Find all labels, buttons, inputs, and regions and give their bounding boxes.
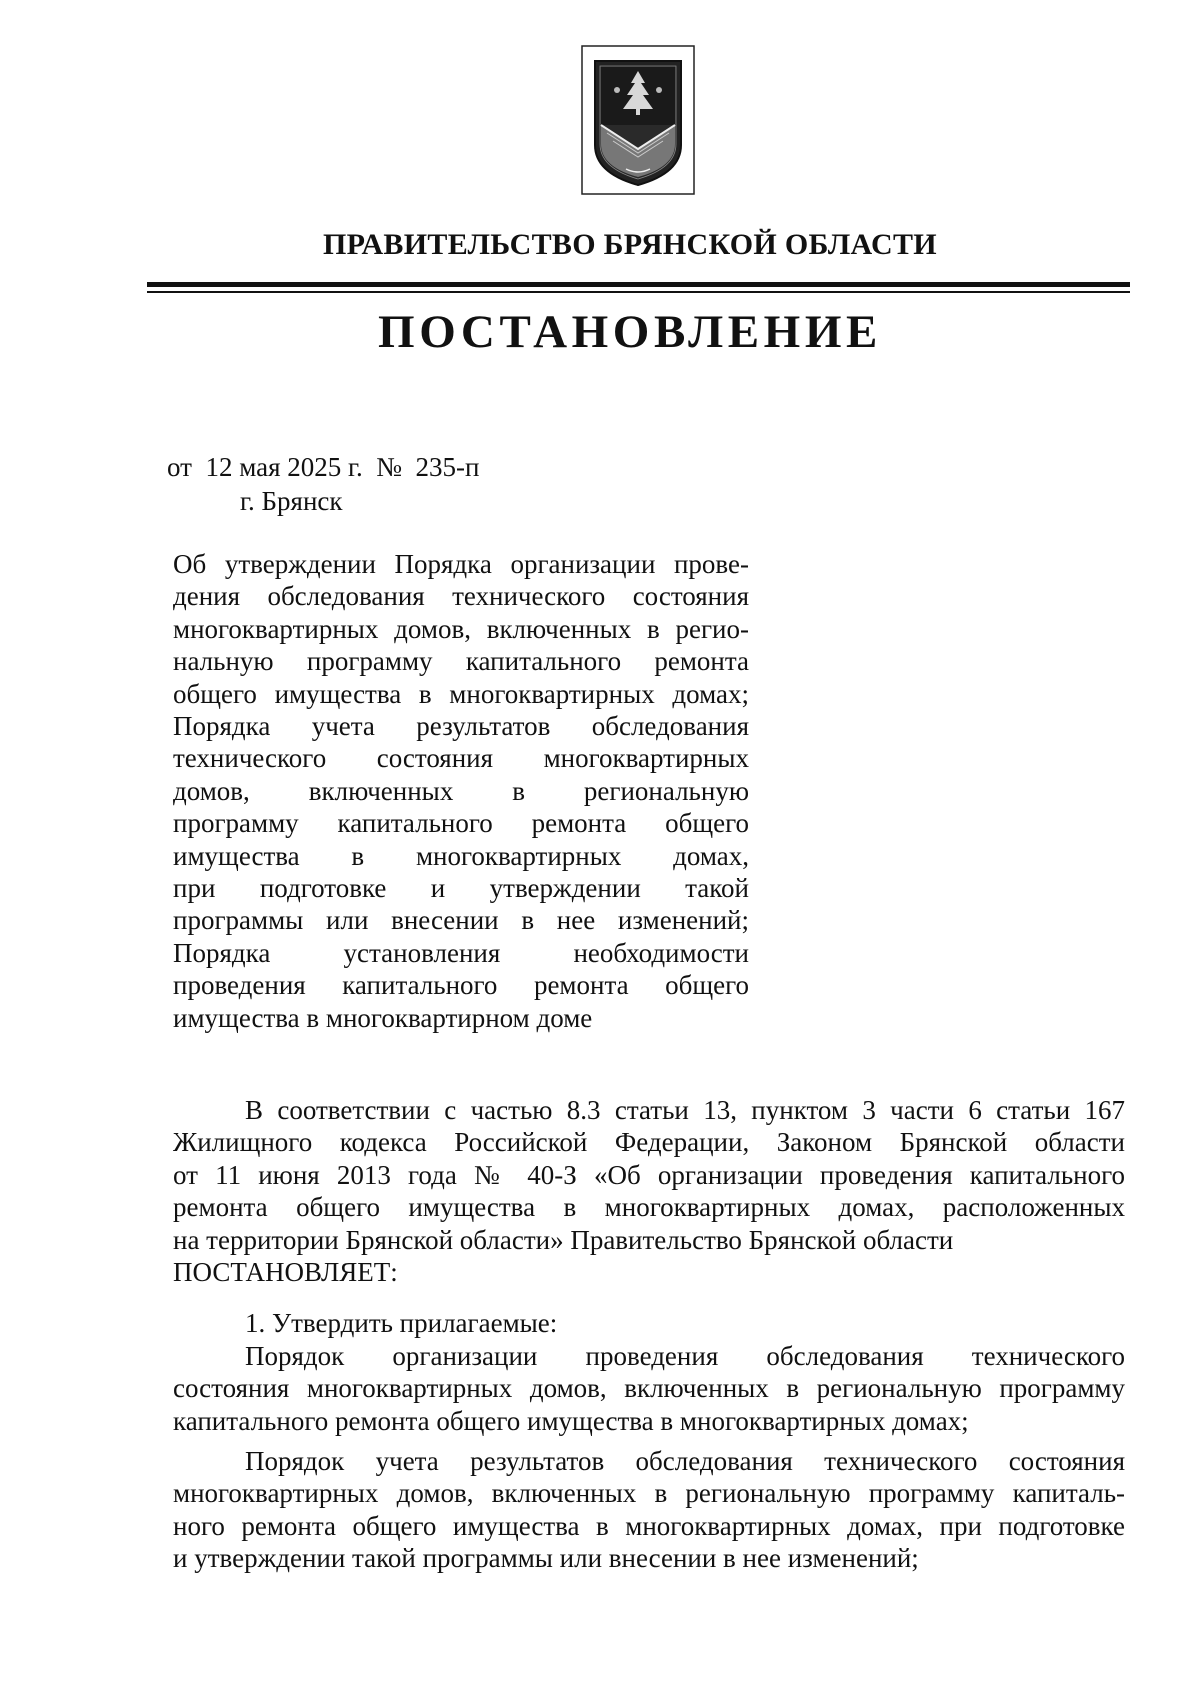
title-line: Об утверждении Порядка организации прове-	[173, 549, 749, 579]
body-line: ремонта общего имущества в многоквартирных домах, расположенных	[173, 1192, 1125, 1223]
title-line: при подготовке и утверждении такой	[173, 873, 749, 904]
coat-of-arms-icon	[581, 45, 695, 195]
title-line: программы или внесении в нее изменений;	[173, 905, 749, 936]
title-line: нальную программу капитального ремонта	[173, 646, 749, 677]
body-line: многоквартирных домов, включенных в региональную программу капиталь-	[173, 1478, 1125, 1509]
title-line: технического состояния многоквартирных	[173, 743, 749, 774]
body-line: 1. Утвердить прилагаемые:	[245, 1308, 558, 1338]
title-line: многоквартирных домов, включенных в регио-	[173, 613, 749, 644]
item-1a-paragraph	[173, 1340, 1125, 1437]
body-line: на территории Брянской области» Правительство Брянской области	[173, 1224, 954, 1255]
body-line: состояния многоквартирных домов, включенных в региональную программу	[173, 1373, 1125, 1404]
title-line: программу капитального ремонта общего	[173, 808, 749, 839]
body-line: и утверждении такой программы или внесении в нее изменений;	[173, 1543, 919, 1574]
preamble-paragraph	[173, 1094, 1125, 1288]
title-line: Порядка установления необходимости	[173, 937, 749, 968]
document-city: г. Брянск	[240, 486, 343, 516]
body-line: ПОСТАНОВЛЯЕТ:	[173, 1257, 398, 1288]
title-line: проведения капитального ремонта общего	[173, 970, 749, 1001]
body-line: капитального ремонта общего имущества в многоквартирных домах;	[173, 1405, 969, 1436]
item-1b-paragraph	[173, 1445, 1125, 1575]
title-line: домов, включенных в региональную	[173, 775, 749, 806]
body-line: от 11 июня 2013 года № 40-З «Об организации проведения капитального	[173, 1159, 1125, 1190]
title-line: имущества в многоквартирном доме	[173, 1002, 593, 1033]
organization-name: ПРАВИТЕЛЬСТВО БРЯНСКОЙ ОБЛАСТИ	[323, 228, 937, 261]
title-line: дения обследования технического состояния	[173, 581, 749, 612]
title-line: имущества в многоквартирных домах,	[173, 840, 749, 871]
body-line: Порядок организации проведения обследования технического	[245, 1341, 1125, 1371]
body-line: Порядок учета результатов обследования технического состояния	[245, 1446, 1125, 1476]
body-line: В соответствии с частью 8.3 статьи 13, пунктом 3 части 6 статьи 167	[245, 1095, 1125, 1125]
header-divider-thin	[147, 291, 1130, 293]
document-type: ПОСТАНОВЛЕНИЕ	[378, 306, 882, 358]
title-line: общего имущества в многоквартирных домах;	[173, 678, 749, 709]
document-date-number: от 12 мая 2025 г. № 235-п	[167, 452, 480, 482]
body-line: ного ремонта общего имущества в многоквартирных домах, при подготовке	[173, 1510, 1125, 1541]
item-1-heading	[173, 1307, 1125, 1339]
title-line: Порядка учета результатов обследования	[173, 711, 749, 742]
document-title	[173, 548, 749, 1034]
body-line: Жилищного кодекса Российской Федерации, Законом Брянской области	[173, 1127, 1125, 1158]
header-divider-thick	[147, 282, 1130, 287]
